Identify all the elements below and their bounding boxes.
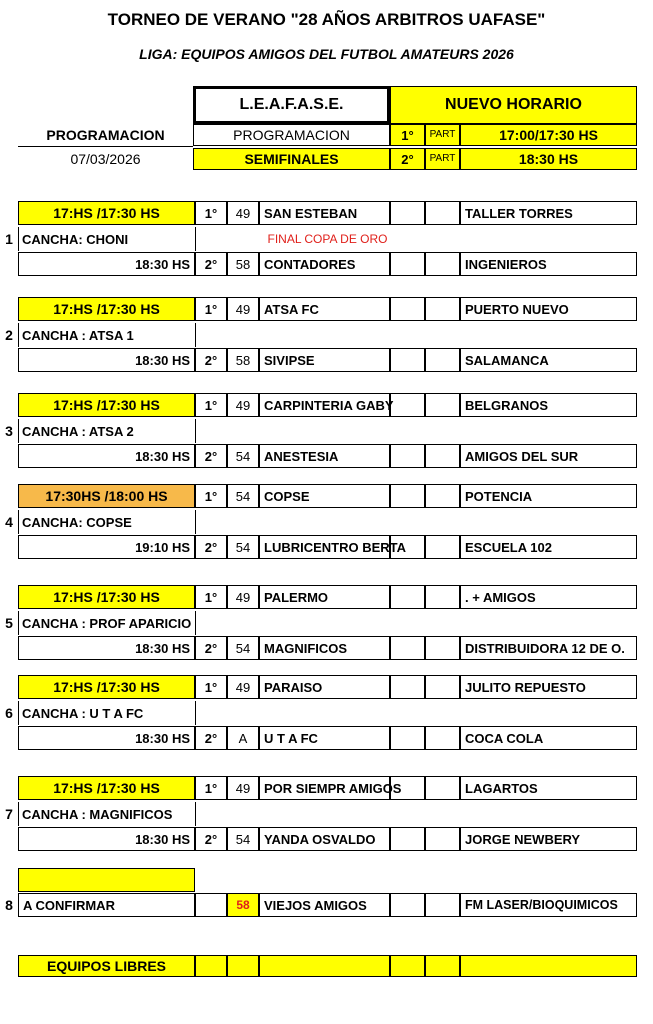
first-match-home-team [259, 484, 390, 508]
first-match-away-team [460, 484, 637, 508]
first-match-score-away [425, 201, 460, 225]
second-match-home-team [259, 348, 390, 372]
field-cancha-text: CANCHA : U T A FC [22, 705, 144, 721]
field8-period [195, 893, 227, 917]
first-match-away-team [460, 201, 637, 225]
first-match-time [18, 393, 195, 417]
field-a1-text: LAGARTOS [465, 780, 538, 796]
field-h2-text: CONTADORES [264, 256, 356, 272]
field-p2-text: 2° [204, 831, 218, 847]
field-cancha [18, 510, 195, 534]
first-match-score-home [390, 675, 425, 699]
field-note [195, 802, 460, 826]
programacion-mid: PROGRAMACION [193, 124, 390, 146]
second-match-score-home [390, 444, 425, 468]
field-p2-text: 2° [204, 448, 218, 464]
first-match-category [227, 675, 259, 699]
field-c2-text: 54 [235, 640, 251, 656]
first-match-score-home [390, 484, 425, 508]
libres-cell [195, 955, 227, 977]
field-a2-text: ESCUELA 102 [465, 539, 552, 555]
field8-away-team: FM LASER/BIOQUIMICOS [460, 893, 637, 917]
field-note [195, 227, 460, 251]
first-match-time [18, 675, 195, 699]
second-match-score-home [390, 827, 425, 851]
second-match-time [18, 726, 195, 750]
field-a1-text: BELGRANOS [465, 397, 549, 413]
field8-cancha: A CONFIRMAR [18, 893, 195, 917]
field-t1-text: 17:HS /17:30 HS [53, 780, 160, 796]
second-match-category [227, 636, 259, 660]
field8-score-away [425, 893, 460, 917]
field-h1-text: PALERMO [264, 589, 329, 605]
second-match-home-team [259, 726, 390, 750]
field-num-text: 2 [5, 327, 13, 343]
first-match-period [195, 393, 227, 417]
part1-label: PART [425, 124, 460, 146]
field-t1-text: 17:HS /17:30 HS [53, 397, 160, 413]
first-match-home-team [259, 297, 390, 321]
second-match-home-team [259, 827, 390, 851]
field8-number: 8 [5, 897, 13, 913]
second-match-away-team [460, 535, 637, 559]
part2-number: 2° [390, 148, 425, 170]
field-cancha [18, 701, 195, 725]
field-t1-text: 17:HS /17:30 HS [53, 301, 160, 317]
libres-cell [460, 955, 637, 977]
field-t2-text: 18:30 HS [135, 256, 190, 272]
second-match-category [227, 827, 259, 851]
field-t1-text: 17:HS /17:30 HS [53, 589, 160, 605]
field-h1-text: POR SIEMPR AMIGOS [264, 780, 402, 796]
field-h2-text: YANDA OSVALDO [264, 831, 376, 847]
field-p1-text: 1° [204, 780, 218, 796]
second-match-period [195, 444, 227, 468]
second-match-away-team [460, 827, 637, 851]
field-note [195, 419, 460, 443]
first-match-time [18, 585, 195, 609]
field-number [0, 419, 18, 443]
first-match-score-home [390, 393, 425, 417]
second-match-score-home [390, 535, 425, 559]
field-t2-text: 18:30 HS [135, 352, 190, 368]
second-match-time [18, 636, 195, 660]
field-cancha [18, 227, 195, 251]
field-t2-text: 18:30 HS [135, 448, 190, 464]
field-p2-text: 2° [204, 352, 218, 368]
second-match-period [195, 535, 227, 559]
field-a2-text: AMIGOS DEL SUR [465, 448, 579, 464]
field-a2-text: INGENIEROS [465, 256, 547, 272]
field-c1-text: 49 [235, 301, 251, 317]
libres-cell [390, 955, 425, 977]
field-note-text: FINAL COPA DE ORO [267, 232, 388, 246]
second-match-category [227, 535, 259, 559]
page-title: TORNEO DE VERANO "28 AÑOS ARBITROS UAFASE" [107, 10, 546, 29]
field-p1-text: 1° [204, 397, 218, 413]
field-number [0, 510, 18, 534]
field-p1-text: 1° [204, 589, 218, 605]
nuevo-horario-box [390, 86, 637, 124]
first-match-home-team [259, 675, 390, 699]
second-match-score-away [425, 444, 460, 468]
date-label: 07/03/2026 [70, 151, 141, 167]
first-match-score-away [425, 484, 460, 508]
field-note [195, 701, 460, 725]
field-cancha-text: CANCHA : ATSA 1 [22, 327, 134, 343]
first-match-time [18, 201, 195, 225]
field-c1-text: 49 [235, 679, 251, 695]
field8-home-team: VIEJOS AMIGOS [259, 893, 390, 917]
first-match-score-home [390, 776, 425, 800]
first-match-category [227, 393, 259, 417]
field-t2-text: 19:10 HS [135, 539, 190, 555]
second-match-score-away [425, 827, 460, 851]
field-c2-text: 58 [235, 352, 251, 368]
first-match-home-team [259, 585, 390, 609]
part2-time: 18:30 HS [460, 148, 637, 170]
nuevo-horario-label: NUEVO HORARIO [445, 96, 582, 113]
field-cancha [18, 419, 195, 443]
part1-number: 1° [390, 124, 425, 146]
field-note [195, 510, 460, 534]
first-match-category [227, 201, 259, 225]
field-c1-text: 49 [235, 780, 251, 796]
first-match-period [195, 201, 227, 225]
part1-time: 17:00/17:30 HS [460, 124, 637, 146]
second-match-away-team [460, 252, 637, 276]
field-a1-text: POTENCIA [465, 488, 533, 504]
field-cancha-text: CANCHA: CHONI [22, 231, 129, 247]
second-match-away-team [460, 444, 637, 468]
first-match-away-team [460, 393, 637, 417]
first-match-category [227, 484, 259, 508]
field-cancha [18, 323, 195, 347]
second-match-category [227, 726, 259, 750]
field-number [0, 323, 18, 347]
first-match-score-home [390, 201, 425, 225]
part2-label: PART [425, 148, 460, 170]
libres-cell [259, 955, 390, 977]
field-p2-text: 2° [204, 539, 218, 555]
org-name-box [193, 86, 390, 124]
field-number [0, 802, 18, 826]
field-h1-text: SAN ESTEBAN [264, 205, 358, 221]
second-match-home-team [259, 636, 390, 660]
second-match-away-team [460, 726, 637, 750]
field-note [195, 323, 460, 347]
second-match-score-home [390, 348, 425, 372]
field-t1-text: 17:HS /17:30 HS [53, 205, 160, 221]
second-match-score-away [425, 535, 460, 559]
first-match-away-team [460, 585, 637, 609]
field-t2-text: 18:30 HS [135, 640, 190, 656]
first-match-away-team [460, 776, 637, 800]
field-num-text: 3 [5, 423, 13, 439]
first-match-score-home [390, 585, 425, 609]
field-number [0, 701, 18, 725]
second-match-score-away [425, 636, 460, 660]
field-p2-text: 2° [204, 640, 218, 656]
second-match-score-home [390, 252, 425, 276]
first-match-away-team [460, 675, 637, 699]
second-match-away-team [460, 636, 637, 660]
field8-category: 58 [227, 893, 259, 917]
field-note [195, 611, 460, 635]
first-match-time [18, 297, 195, 321]
field-t1-text: 17:30HS /18:00 HS [45, 488, 168, 504]
field-cancha [18, 611, 195, 635]
second-match-home-team [259, 535, 407, 559]
first-match-period [195, 776, 227, 800]
field-c2-text: 58 [235, 256, 251, 272]
field-h1-text: PARAISO [264, 679, 323, 695]
first-match-score-away [425, 297, 460, 321]
field-a1-text: TALLER TORRES [465, 205, 573, 221]
first-match-period [195, 675, 227, 699]
field-num-text: 6 [5, 705, 13, 721]
libres-cell [425, 955, 460, 977]
field-num-text: 1 [5, 231, 13, 247]
libres-cell [227, 955, 259, 977]
first-match-score-away [425, 585, 460, 609]
second-match-category [227, 252, 259, 276]
field-a1-text: JULITO REPUESTO [465, 679, 586, 695]
field-h2-text: SIVIPSE [264, 352, 315, 368]
second-match-period [195, 636, 227, 660]
second-match-time [18, 827, 195, 851]
second-match-category [227, 444, 259, 468]
second-match-period [195, 348, 227, 372]
second-match-period [195, 827, 227, 851]
field-a2-text: SALAMANCA [465, 352, 549, 368]
field-num-text: 7 [5, 806, 13, 822]
first-match-time [18, 484, 195, 508]
field8-score-home [390, 893, 425, 917]
second-match-period [195, 726, 227, 750]
first-match-category [227, 585, 259, 609]
field8-time [18, 868, 195, 892]
second-match-time [18, 252, 195, 276]
second-match-period [195, 252, 227, 276]
field-a2-text: COCA COLA [465, 730, 544, 746]
field-cancha-text: CANCHA : MAGNIFICOS [22, 806, 173, 822]
field-a2-text: JORGE NEWBERY [465, 831, 581, 847]
field-p1-text: 1° [204, 205, 218, 221]
field-h2-text: LUBRICENTRO BERTA [264, 539, 407, 555]
programacion-left: PROGRAMACION [46, 127, 165, 143]
org-name: L.E.A.F.A.S.E. [239, 96, 344, 113]
field-h1-text: COPSE [264, 488, 310, 504]
first-match-category [227, 297, 259, 321]
field-cancha-text: CANCHA: COPSE [22, 514, 132, 530]
first-match-score-away [425, 675, 460, 699]
first-match-home-team [259, 776, 402, 800]
field-cancha-text: CANCHA : ATSA 2 [22, 423, 134, 439]
first-match-score-away [425, 776, 460, 800]
second-match-time [18, 444, 195, 468]
first-match-period [195, 297, 227, 321]
first-match-category [227, 776, 259, 800]
page-subtitle: LIGA: EQUIPOS AMIGOS DEL FUTBOL AMATEURS 2026 [139, 46, 514, 62]
field-c2-text: 54 [235, 539, 251, 555]
field-c1-text: 49 [235, 205, 251, 221]
field-t2-text: 18:30 HS [135, 730, 190, 746]
field-h2-text: MAGNIFICOS [264, 640, 348, 656]
equipos-libres-label: EQUIPOS LIBRES [18, 955, 195, 977]
second-match-score-home [390, 726, 425, 750]
first-match-score-home [390, 297, 425, 321]
field-h1-text: CARPINTERIA GABY [264, 397, 394, 413]
stage-label: SEMIFINALES [193, 148, 390, 170]
field-c1-text: 49 [235, 397, 251, 413]
field-number [0, 611, 18, 635]
field-t2-text: 18:30 HS [135, 831, 190, 847]
field-c2-text: 54 [235, 831, 251, 847]
field-a2-text: DISTRIBUIDORA 12 DE O. [465, 640, 625, 656]
second-match-category [227, 348, 259, 372]
second-match-home-team [259, 444, 390, 468]
first-match-period [195, 484, 227, 508]
field-p1-text: 1° [204, 488, 218, 504]
first-match-time [18, 776, 195, 800]
field-cancha [18, 802, 195, 826]
first-match-home-team [259, 201, 390, 225]
field-c1-text: 54 [235, 488, 251, 504]
field-t1-text: 17:HS /17:30 HS [53, 679, 160, 695]
field-p2-text: 2° [204, 256, 218, 272]
second-match-score-home [390, 636, 425, 660]
field-c2-text: 54 [235, 448, 251, 464]
field-number [0, 227, 18, 251]
field-a1-text: PUERTO NUEVO [465, 301, 569, 317]
field-c1-text: 49 [235, 589, 251, 605]
field-p2-text: 2° [204, 730, 218, 746]
second-match-time [18, 348, 195, 372]
second-match-score-away [425, 726, 460, 750]
field-p1-text: 1° [204, 301, 218, 317]
field-c2-text: A [238, 730, 248, 746]
field-num-text: 5 [5, 615, 13, 631]
second-match-away-team [460, 348, 637, 372]
first-match-home-team [259, 393, 394, 417]
field-num-text: 4 [5, 514, 13, 530]
first-match-period [195, 585, 227, 609]
second-match-time [18, 535, 195, 559]
field-p1-text: 1° [204, 679, 218, 695]
first-match-away-team [460, 297, 637, 321]
second-match-score-away [425, 348, 460, 372]
field-a1-text: . + AMIGOS [465, 589, 536, 605]
second-match-home-team [259, 252, 390, 276]
second-match-score-away [425, 252, 460, 276]
field-h2-text: U T A FC [264, 730, 318, 746]
first-match-score-away [425, 393, 460, 417]
field-cancha-text: CANCHA : PROF APARICIO [22, 615, 192, 631]
field-h1-text: ATSA FC [264, 301, 319, 317]
field-h2-text: ANESTESIA [264, 448, 339, 464]
